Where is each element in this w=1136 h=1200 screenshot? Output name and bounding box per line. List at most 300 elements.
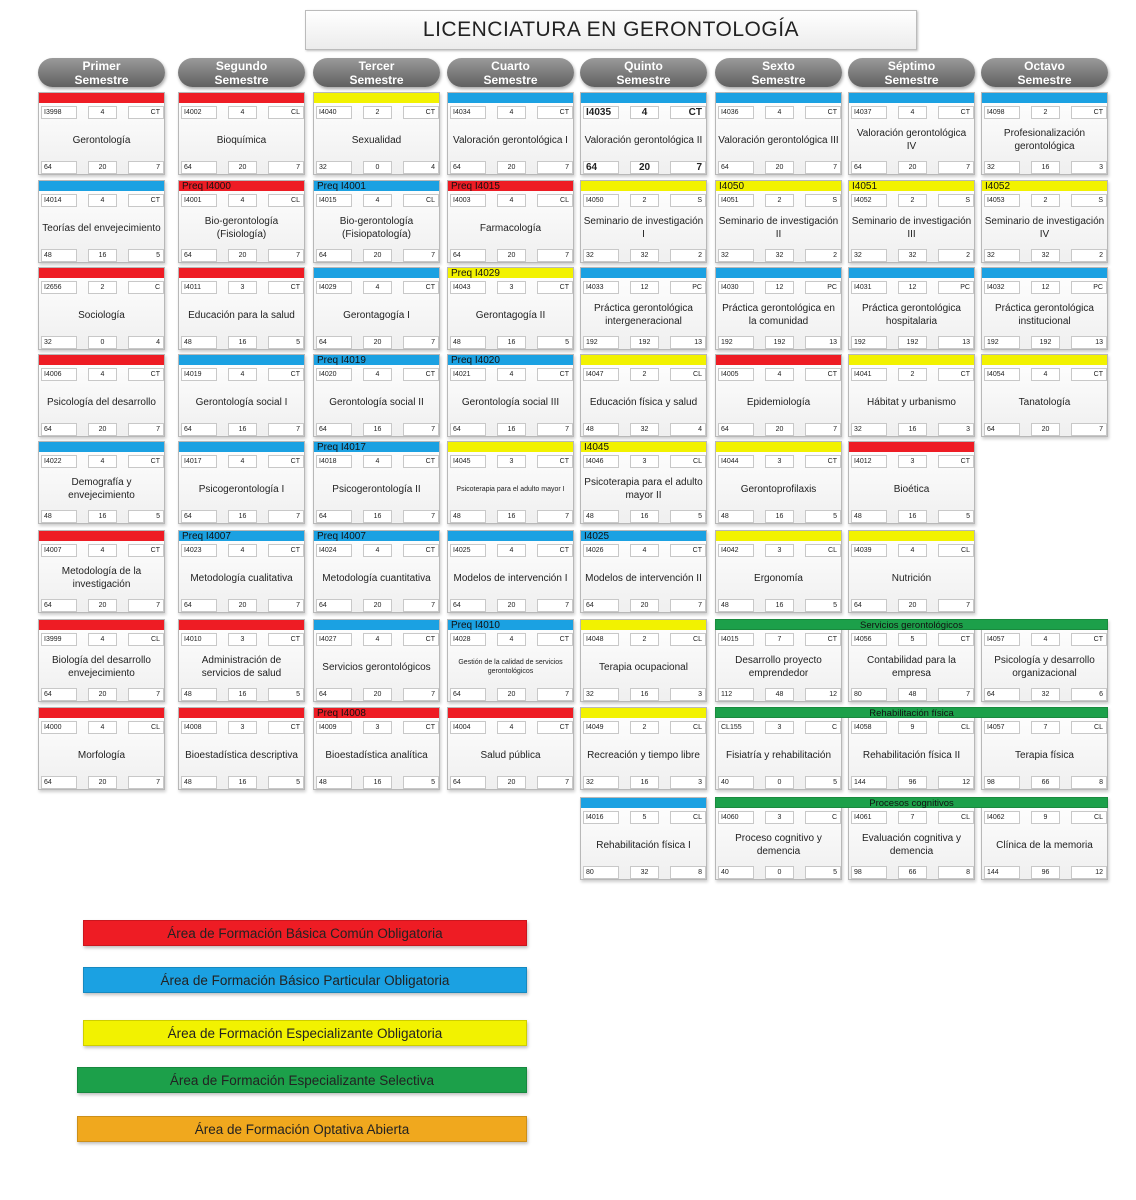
course-hours-practice: 32 bbox=[898, 249, 927, 262]
course-name: Gestión de la calidad de servicios gerontológicos bbox=[458, 659, 563, 675]
course-type: CT bbox=[403, 544, 439, 557]
course-card[interactable] bbox=[447, 92, 574, 175]
course-type: CT bbox=[268, 721, 304, 734]
course-card[interactable] bbox=[715, 530, 842, 613]
course-code: I4024 bbox=[316, 544, 352, 557]
course-card[interactable] bbox=[38, 267, 165, 350]
course-hours-total: 32 bbox=[41, 336, 77, 349]
course-hours-practice: 20 bbox=[228, 161, 257, 174]
course-code: I4027 bbox=[316, 633, 352, 646]
area-color-bar bbox=[39, 531, 164, 541]
course-hours-value: 7 bbox=[403, 599, 439, 612]
course-card[interactable] bbox=[178, 267, 305, 350]
course-name: Modelos de intervención II bbox=[585, 572, 702, 584]
course-type: PC bbox=[670, 281, 706, 294]
area-color-bar: I4052 bbox=[982, 181, 1107, 191]
course-card[interactable] bbox=[447, 441, 574, 524]
area-color-bar bbox=[982, 355, 1107, 365]
course-hours-value: 7 bbox=[938, 599, 974, 612]
course-hours-practice: 20 bbox=[630, 161, 659, 174]
area-color-bar: Preq I4007 bbox=[179, 531, 304, 541]
course-code: I4016 bbox=[583, 811, 619, 824]
course-credits: 4 bbox=[228, 544, 257, 557]
course-type: CT bbox=[128, 455, 164, 468]
course-card[interactable] bbox=[848, 530, 975, 613]
course-name: Terapia ocupacional bbox=[599, 661, 688, 673]
course-credits: 7 bbox=[765, 633, 794, 646]
course-hours-total: 48 bbox=[181, 776, 217, 789]
course-hours-value: 7 bbox=[537, 161, 573, 174]
course-name: Psicología del desarrollo bbox=[47, 396, 156, 408]
course-type: CT bbox=[268, 368, 304, 381]
course-code: I4057 bbox=[984, 633, 1020, 646]
semester-header-line1: Primer bbox=[82, 59, 121, 73]
course-name: Demografía y envejecimiento bbox=[68, 477, 135, 501]
course-type: CT bbox=[670, 544, 706, 557]
course-card[interactable] bbox=[848, 354, 975, 437]
course-hours-practice: 20 bbox=[88, 161, 117, 174]
course-hours-total: 192 bbox=[851, 336, 887, 349]
area-color-bar bbox=[179, 620, 304, 630]
semester-header bbox=[313, 58, 440, 87]
area-color-bar bbox=[179, 268, 304, 278]
semester-header-line1: Cuarto bbox=[491, 59, 530, 73]
course-card[interactable] bbox=[715, 180, 842, 263]
course-type: CT bbox=[537, 455, 573, 468]
course-credits: 12 bbox=[898, 281, 927, 294]
course-name: Práctica gerontológica en la comunidad bbox=[722, 303, 835, 327]
course-type: S bbox=[805, 194, 841, 207]
course-hours-value: 7 bbox=[805, 161, 841, 174]
course-hours-total: 40 bbox=[718, 776, 754, 789]
semester-header bbox=[981, 58, 1108, 87]
course-code: I2656 bbox=[41, 281, 77, 294]
course-type: CL bbox=[938, 721, 974, 734]
selective-group-header: Procesos cognitivos bbox=[715, 797, 1108, 808]
course-hours-value: 5 bbox=[268, 688, 304, 701]
course-type: CT bbox=[537, 721, 573, 734]
course-hours-total: 64 bbox=[450, 688, 486, 701]
course-card[interactable] bbox=[178, 354, 305, 437]
area-color-bar: Preq I4020 bbox=[448, 355, 573, 365]
semester-header-line2: Semestre bbox=[214, 73, 269, 87]
course-hours-practice: 20 bbox=[88, 776, 117, 789]
course-hours-value: 5 bbox=[805, 866, 841, 879]
legend-item: Área de Formación Básica Común Obligatoria bbox=[83, 920, 527, 946]
course-hours-practice: 0 bbox=[88, 336, 117, 349]
course-hours-practice: 20 bbox=[497, 161, 526, 174]
course-type: CT bbox=[1071, 633, 1107, 646]
course-hours-value: 3 bbox=[670, 776, 706, 789]
course-card[interactable] bbox=[313, 267, 440, 350]
course-card[interactable] bbox=[313, 707, 440, 790]
course-card[interactable] bbox=[580, 707, 707, 790]
course-card[interactable] bbox=[848, 92, 975, 175]
course-hours-total: 48 bbox=[181, 688, 217, 701]
course-hours-total: 64 bbox=[718, 423, 754, 436]
course-card[interactable] bbox=[580, 530, 707, 613]
area-color-bar: Preq I4007 bbox=[314, 531, 439, 541]
course-hours-value: 7 bbox=[268, 249, 304, 262]
course-credits: 4 bbox=[363, 633, 392, 646]
area-color-bar bbox=[849, 531, 974, 541]
course-card[interactable] bbox=[38, 92, 165, 175]
course-hours-total: 64 bbox=[583, 161, 619, 174]
course-name: Educación para la salud bbox=[188, 309, 295, 321]
course-hours-practice: 20 bbox=[363, 336, 392, 349]
course-hours-value: 7 bbox=[128, 776, 164, 789]
course-card[interactable] bbox=[447, 354, 574, 437]
course-type: CT bbox=[938, 368, 974, 381]
course-name: Gerontagogía II bbox=[475, 309, 546, 321]
course-type: S bbox=[670, 194, 706, 207]
course-card[interactable] bbox=[313, 619, 440, 702]
course-code: I4032 bbox=[984, 281, 1020, 294]
area-color-bar: Preq I4001 bbox=[314, 181, 439, 191]
course-hours-value: 7 bbox=[938, 688, 974, 701]
course-card[interactable] bbox=[580, 267, 707, 350]
course-credits: 4 bbox=[1031, 633, 1060, 646]
course-credits: 4 bbox=[363, 194, 392, 207]
course-hours-value: 5 bbox=[805, 776, 841, 789]
course-type: CT bbox=[537, 281, 573, 294]
course-card[interactable] bbox=[848, 180, 975, 263]
course-card[interactable] bbox=[38, 707, 165, 790]
course-hours-practice: 16 bbox=[363, 776, 392, 789]
course-hours-value: 2 bbox=[670, 249, 706, 262]
course-card[interactable] bbox=[848, 797, 975, 880]
course-card[interactable] bbox=[313, 441, 440, 524]
course-hours-practice: 16 bbox=[363, 423, 392, 436]
course-type: CT bbox=[403, 633, 439, 646]
course-card[interactable] bbox=[580, 354, 707, 437]
course-code: I4053 bbox=[984, 194, 1020, 207]
course-card[interactable] bbox=[38, 619, 165, 702]
semester-header-line1: Segundo bbox=[215, 59, 268, 73]
course-card[interactable] bbox=[580, 619, 707, 702]
course-hours-value: 7 bbox=[128, 599, 164, 612]
area-color-bar bbox=[39, 708, 164, 718]
course-card[interactable] bbox=[447, 267, 574, 350]
course-credits: 4 bbox=[630, 106, 659, 119]
course-code: I4034 bbox=[450, 106, 486, 119]
course-hours-total: 48 bbox=[718, 510, 754, 523]
course-name: Contabilidad para la empresa bbox=[867, 655, 956, 679]
course-type: PC bbox=[938, 281, 974, 294]
course-credits: 4 bbox=[88, 544, 117, 557]
course-code: I4018 bbox=[316, 455, 352, 468]
course-card[interactable] bbox=[715, 354, 842, 437]
course-card[interactable] bbox=[313, 180, 440, 263]
course-hours-total: 64 bbox=[41, 423, 77, 436]
area-color-bar bbox=[39, 355, 164, 365]
course-name: Ergonomía bbox=[754, 572, 803, 584]
course-hours-value: 7 bbox=[670, 599, 706, 612]
course-code: I4025 bbox=[450, 544, 486, 557]
course-hours-total: 64 bbox=[450, 161, 486, 174]
course-card[interactable] bbox=[313, 92, 440, 175]
course-type: CL bbox=[1071, 721, 1107, 734]
course-code: I4008 bbox=[181, 721, 217, 734]
course-credits: 4 bbox=[88, 194, 117, 207]
course-name: Epidemiología bbox=[746, 396, 811, 408]
course-card[interactable] bbox=[981, 707, 1108, 790]
course-credits: 3 bbox=[363, 721, 392, 734]
course-card[interactable] bbox=[447, 180, 574, 263]
course-card[interactable] bbox=[848, 267, 975, 350]
course-name: Administración de servicios de salud bbox=[201, 655, 282, 679]
course-code: I4012 bbox=[851, 455, 887, 468]
course-credits: 4 bbox=[88, 106, 117, 119]
course-hours-practice: 20 bbox=[228, 249, 257, 262]
course-credits: 2 bbox=[1031, 106, 1060, 119]
course-type: PC bbox=[805, 281, 841, 294]
semester-header bbox=[178, 58, 305, 87]
course-credits: 3 bbox=[630, 455, 659, 468]
course-credits: 3 bbox=[228, 721, 257, 734]
course-hours-value: 8 bbox=[670, 866, 706, 879]
course-type: CL bbox=[670, 811, 706, 824]
course-hours-value: 4 bbox=[128, 336, 164, 349]
course-credits: 4 bbox=[497, 633, 526, 646]
area-color-bar bbox=[982, 93, 1107, 103]
course-name: Salud pública bbox=[480, 749, 541, 761]
course-code: I4019 bbox=[181, 368, 217, 381]
course-hours-total: 64 bbox=[316, 423, 352, 436]
course-hours-practice: 192 bbox=[765, 336, 794, 349]
course-hours-practice: 0 bbox=[363, 161, 392, 174]
course-code: I4029 bbox=[316, 281, 352, 294]
course-name: Nutrición bbox=[891, 572, 932, 584]
course-card[interactable] bbox=[580, 92, 707, 175]
course-hours-value: 5 bbox=[268, 776, 304, 789]
course-code: I4098 bbox=[984, 106, 1020, 119]
semester-header bbox=[447, 58, 574, 87]
course-type: CT bbox=[938, 106, 974, 119]
course-credits: 3 bbox=[765, 544, 794, 557]
course-hours-total: 80 bbox=[851, 688, 887, 701]
course-card[interactable] bbox=[715, 797, 842, 880]
course-hours-practice: 0 bbox=[765, 776, 794, 789]
course-hours-practice: 16 bbox=[630, 688, 659, 701]
course-type: CT bbox=[268, 544, 304, 557]
course-hours-practice: 66 bbox=[898, 866, 927, 879]
course-hours-value: 5 bbox=[128, 510, 164, 523]
course-name: Bio-gerontología (Fisiopatología) bbox=[339, 216, 414, 240]
course-name: Valoración gerontológica III bbox=[718, 134, 839, 146]
course-credits: 9 bbox=[1031, 811, 1060, 824]
course-hours-practice: 32 bbox=[630, 866, 659, 879]
course-hours-total: 64 bbox=[851, 161, 887, 174]
course-name: Servicios gerontológicos bbox=[322, 661, 431, 673]
course-credits: 4 bbox=[88, 721, 117, 734]
course-type: CL bbox=[537, 194, 573, 207]
selective-group-header: Rehabilitación física bbox=[715, 707, 1108, 718]
course-credits: 2 bbox=[630, 721, 659, 734]
course-name: Proceso cognitivo y demencia bbox=[735, 833, 822, 857]
course-card[interactable] bbox=[38, 441, 165, 524]
course-hours-practice: 48 bbox=[898, 688, 927, 701]
course-code: I4043 bbox=[450, 281, 486, 294]
course-credits: 5 bbox=[630, 811, 659, 824]
course-name: Modelos de intervención I bbox=[453, 572, 568, 584]
course-card[interactable] bbox=[715, 441, 842, 524]
course-hours-value: 7 bbox=[938, 161, 974, 174]
course-hours-total: 64 bbox=[984, 423, 1020, 436]
course-code: I4010 bbox=[181, 633, 217, 646]
course-name: Desarrollo proyecto emprendedor bbox=[735, 655, 822, 679]
course-hours-practice: 32 bbox=[1031, 249, 1060, 262]
course-card[interactable] bbox=[848, 707, 975, 790]
course-card[interactable] bbox=[981, 354, 1108, 437]
course-card[interactable] bbox=[580, 441, 707, 524]
course-hours-value: 2 bbox=[1071, 249, 1107, 262]
course-card[interactable] bbox=[178, 92, 305, 175]
course-hours-total: 64 bbox=[181, 249, 217, 262]
course-name: Morfología bbox=[77, 749, 126, 761]
course-hours-total: 98 bbox=[984, 776, 1020, 789]
area-color-bar bbox=[581, 708, 706, 718]
course-card[interactable] bbox=[178, 619, 305, 702]
course-card[interactable] bbox=[313, 354, 440, 437]
course-card[interactable] bbox=[580, 797, 707, 880]
course-hours-total: 64 bbox=[718, 161, 754, 174]
course-hours-value: 5 bbox=[268, 336, 304, 349]
semester-header bbox=[848, 58, 975, 87]
course-type: CT bbox=[403, 721, 439, 734]
legend-item: Área de Formación Optativa Abierta bbox=[77, 1116, 527, 1142]
course-name: Rehabilitación física II bbox=[862, 749, 961, 761]
course-type: CT bbox=[403, 455, 439, 468]
course-hours-total: 40 bbox=[718, 866, 754, 879]
course-hours-value: 6 bbox=[1071, 688, 1107, 701]
course-type: CT bbox=[805, 633, 841, 646]
course-hours-total: 64 bbox=[41, 599, 77, 612]
area-color-bar bbox=[716, 531, 841, 541]
course-credits: 4 bbox=[363, 455, 392, 468]
course-card[interactable] bbox=[38, 530, 165, 613]
course-hours-total: 192 bbox=[718, 336, 754, 349]
course-type: CT bbox=[128, 368, 164, 381]
area-color-bar bbox=[849, 355, 974, 365]
semester-header-line1: Sexto bbox=[762, 59, 795, 73]
course-code: I4061 bbox=[851, 811, 887, 824]
course-card[interactable] bbox=[981, 797, 1108, 880]
course-credits: 4 bbox=[228, 455, 257, 468]
course-hours-value: 5 bbox=[670, 510, 706, 523]
course-hours-value: 7 bbox=[537, 510, 573, 523]
course-hours-practice: 20 bbox=[630, 599, 659, 612]
course-card[interactable] bbox=[447, 707, 574, 790]
course-hours-practice: 32 bbox=[1031, 688, 1060, 701]
course-name: Psicología y desarrollo organizacional bbox=[994, 655, 1095, 679]
area-color-bar: Preq I4010 bbox=[448, 620, 573, 630]
course-name: Seminario de investigación I bbox=[583, 216, 704, 240]
course-type: CT bbox=[128, 544, 164, 557]
course-code: I4042 bbox=[718, 544, 754, 557]
course-card[interactable] bbox=[715, 92, 842, 175]
course-card[interactable] bbox=[981, 180, 1108, 263]
course-type: CL bbox=[670, 721, 706, 734]
area-color-bar bbox=[448, 708, 573, 718]
course-name: Farmacología bbox=[479, 222, 542, 234]
course-code: I4039 bbox=[851, 544, 887, 557]
course-card[interactable] bbox=[38, 354, 165, 437]
course-code: I4015 bbox=[718, 633, 754, 646]
course-hours-value: 5 bbox=[403, 776, 439, 789]
area-color-bar bbox=[314, 620, 439, 630]
course-hours-value: 7 bbox=[537, 249, 573, 262]
area-color-bar bbox=[314, 93, 439, 103]
area-color-bar bbox=[179, 708, 304, 718]
course-card[interactable] bbox=[715, 267, 842, 350]
course-hours-practice: 16 bbox=[630, 510, 659, 523]
course-card[interactable] bbox=[178, 441, 305, 524]
course-hours-practice: 20 bbox=[363, 688, 392, 701]
course-card[interactable] bbox=[447, 530, 574, 613]
course-name: Seminario de investigación II bbox=[718, 216, 839, 240]
course-code: I4005 bbox=[718, 368, 754, 381]
course-credits: 7 bbox=[1031, 721, 1060, 734]
course-name: Práctica gerontológica institucional bbox=[995, 303, 1094, 327]
course-card[interactable] bbox=[447, 619, 574, 702]
course-credits: 9 bbox=[898, 721, 927, 734]
course-hours-total: 192 bbox=[583, 336, 619, 349]
course-hours-practice: 16 bbox=[228, 423, 257, 436]
course-name: Biología del desarrollo envejecimiento bbox=[52, 655, 151, 679]
course-credits: 4 bbox=[497, 194, 526, 207]
course-credits: 4 bbox=[88, 368, 117, 381]
course-card[interactable] bbox=[981, 92, 1108, 175]
course-card[interactable] bbox=[715, 619, 842, 702]
course-name: Educación física y salud bbox=[589, 396, 698, 408]
course-code: I4026 bbox=[583, 544, 619, 557]
course-name: Hábitat y urbanismo bbox=[867, 396, 956, 408]
course-hours-total: 144 bbox=[851, 776, 887, 789]
course-card[interactable] bbox=[38, 180, 165, 263]
course-type: CT bbox=[537, 368, 573, 381]
course-card[interactable] bbox=[178, 707, 305, 790]
course-card[interactable] bbox=[981, 267, 1108, 350]
course-hours-practice: 20 bbox=[1031, 423, 1060, 436]
course-name: Valoración gerontológica IV bbox=[856, 128, 967, 152]
course-card[interactable] bbox=[178, 180, 305, 263]
course-name: Metodología de la investigación bbox=[61, 566, 142, 590]
course-card[interactable] bbox=[848, 441, 975, 524]
course-credits: 4 bbox=[765, 106, 794, 119]
course-hours-total: 64 bbox=[181, 599, 217, 612]
course-hours-practice: 16 bbox=[630, 776, 659, 789]
course-card[interactable] bbox=[848, 619, 975, 702]
course-hours-practice: 20 bbox=[363, 599, 392, 612]
course-name: Gerontología social II bbox=[329, 396, 424, 408]
course-hours-total: 64 bbox=[41, 688, 77, 701]
course-card[interactable] bbox=[715, 707, 842, 790]
course-card[interactable] bbox=[981, 619, 1108, 702]
course-hours-practice: 32 bbox=[765, 249, 794, 262]
course-hours-total: 144 bbox=[984, 866, 1020, 879]
course-name: Psicogerontología I bbox=[198, 483, 285, 495]
course-code: I4036 bbox=[718, 106, 754, 119]
course-hours-practice: 16 bbox=[228, 336, 257, 349]
course-card[interactable] bbox=[313, 530, 440, 613]
course-card[interactable] bbox=[580, 180, 707, 263]
course-name: Profesionalización gerontológica bbox=[1003, 128, 1086, 152]
course-code: I4044 bbox=[718, 455, 754, 468]
course-card[interactable] bbox=[178, 530, 305, 613]
course-code: I4037 bbox=[851, 106, 887, 119]
area-color-bar: I4051 bbox=[849, 181, 974, 191]
